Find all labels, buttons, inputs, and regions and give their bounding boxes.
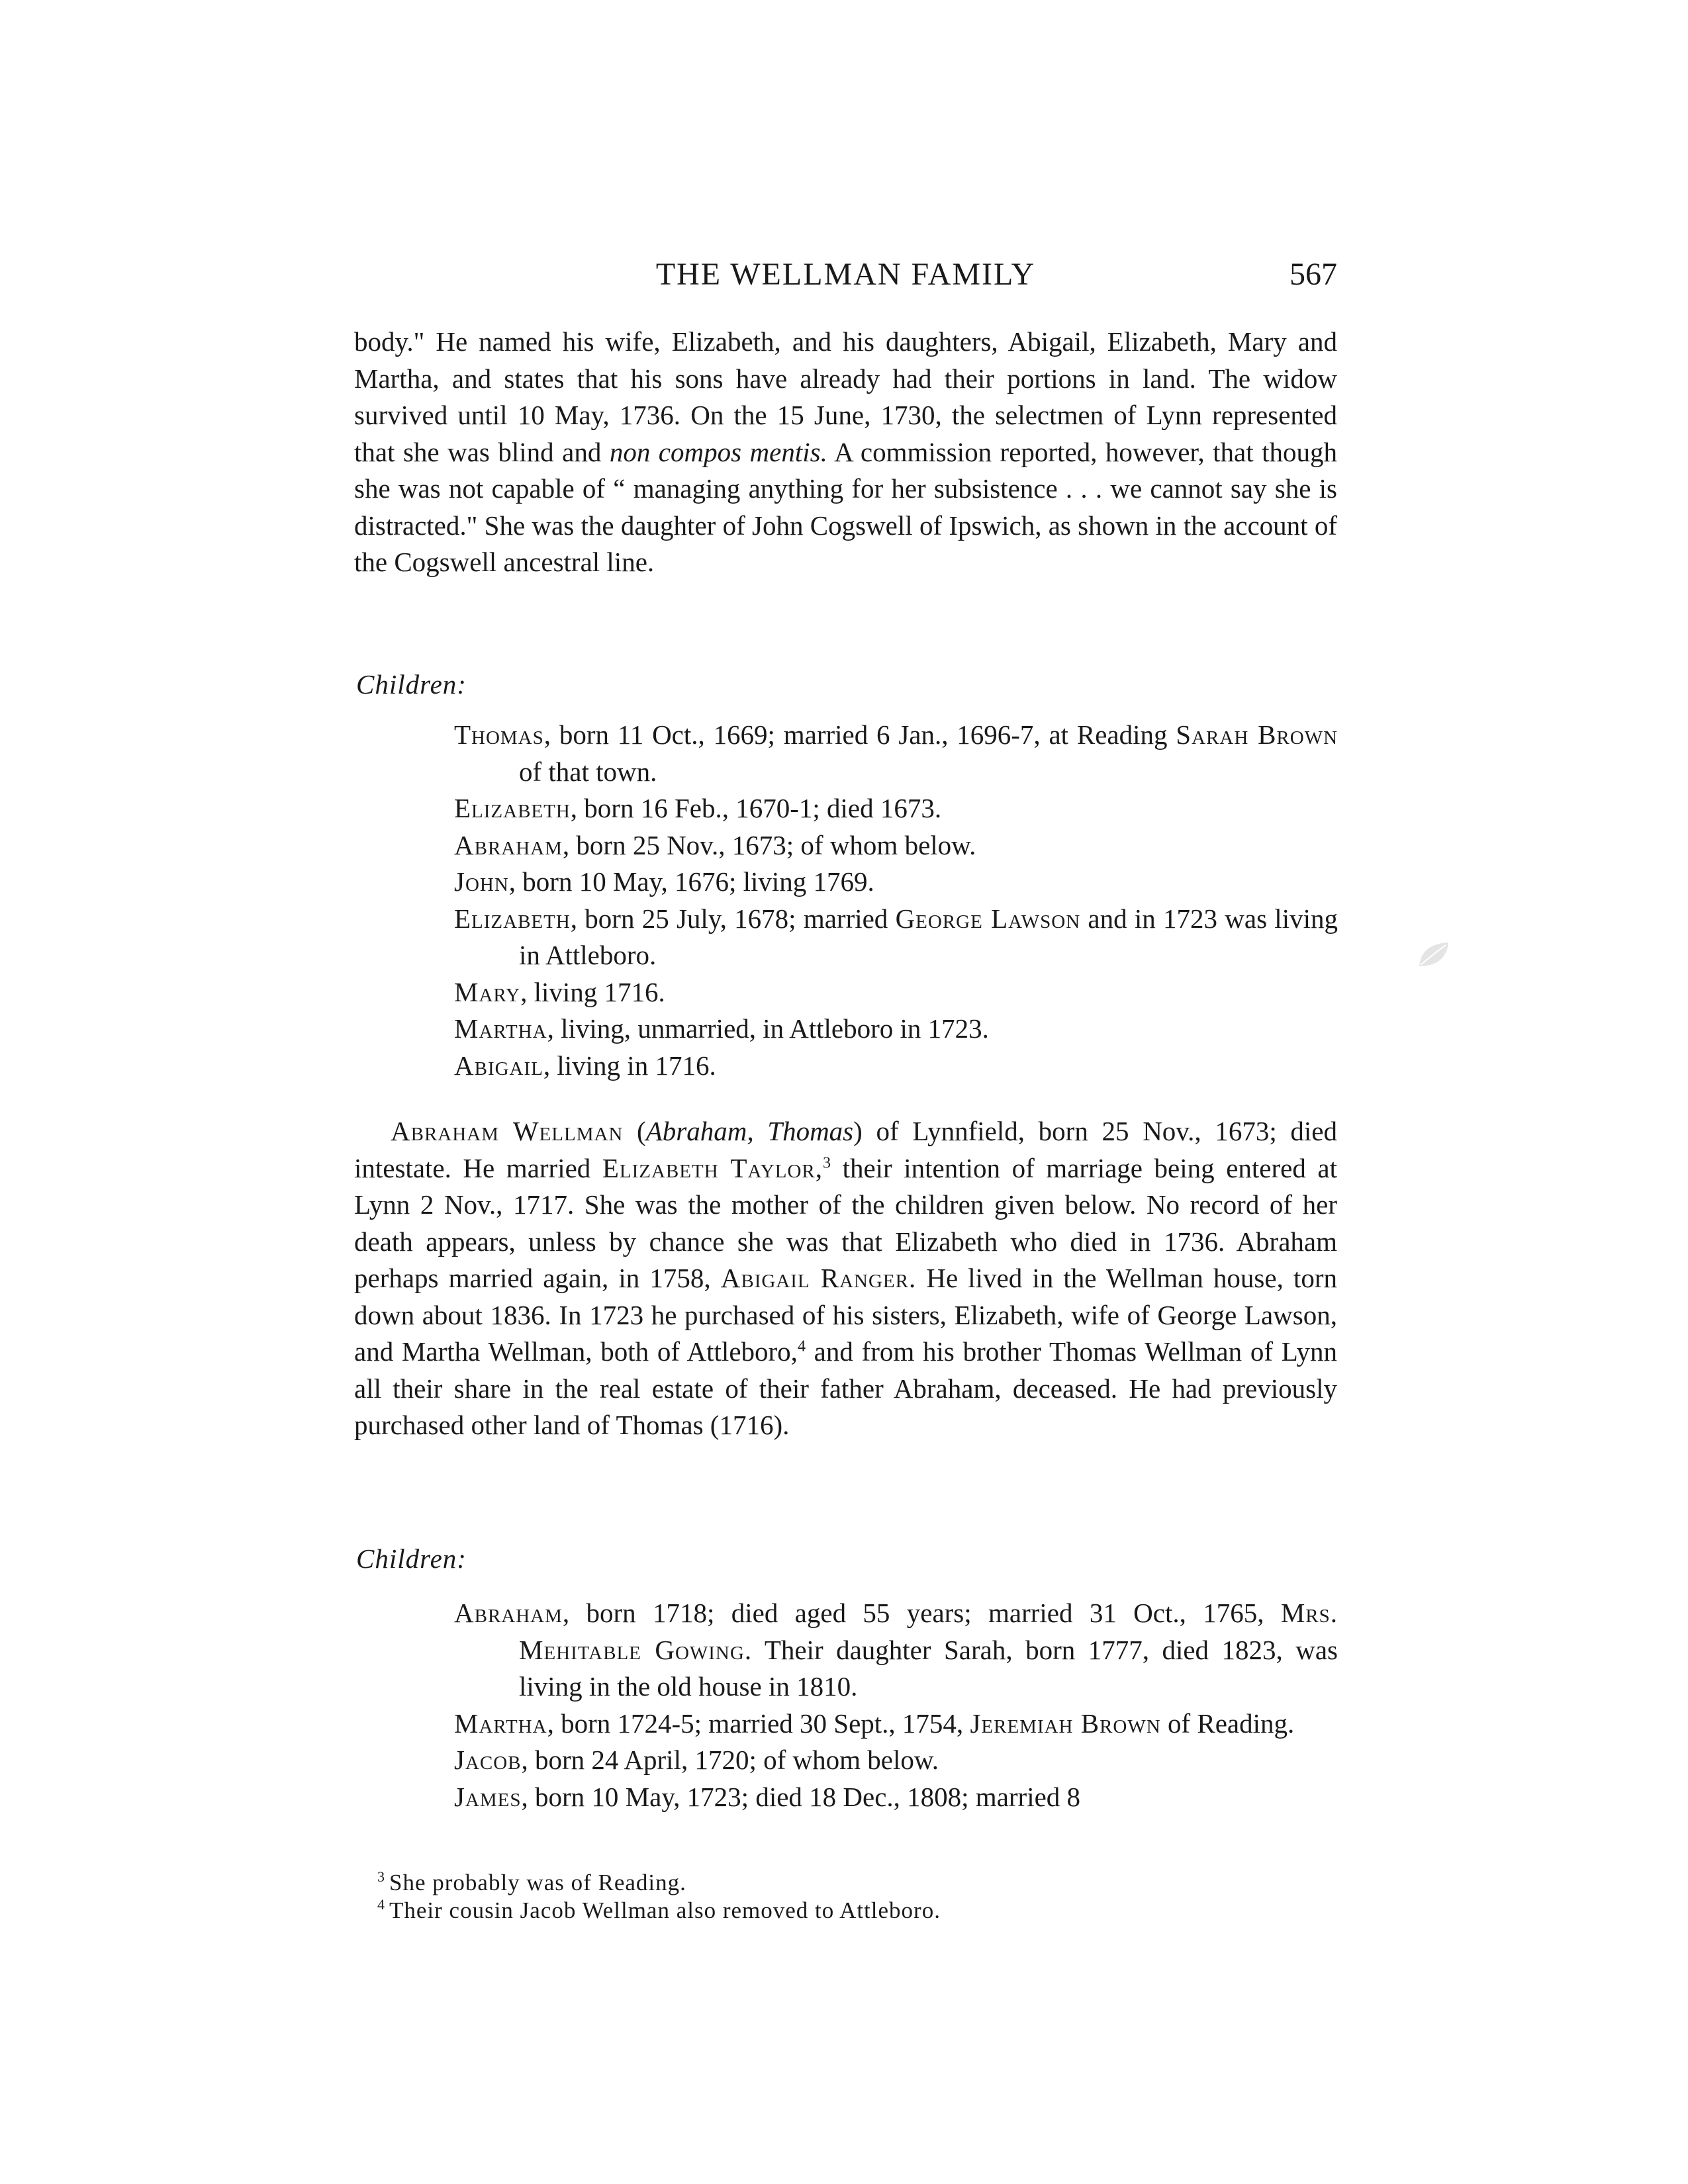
child-name: James [454, 1781, 522, 1812]
list-item [454, 827, 1338, 864]
child-details: , born 16 Feb., 1670-1; died 1673. [570, 793, 942, 823]
child-details: , living in 1716. [543, 1050, 716, 1081]
child-details: , living, unmarried, in Attleboro in 1723. [547, 1013, 989, 1044]
footnote-text: Their cousin Jacob Wellman also removed to Attleboro. [389, 1897, 941, 1923]
child-name: Abraham [454, 1598, 563, 1628]
children-heading: Children: [356, 669, 467, 700]
footnote-number: 4 [377, 1896, 385, 1913]
children-heading: Children: [356, 1543, 467, 1574]
child-details: , born 11 Oct., 1669; married 6 Jan., 1696-7, at Reading [543, 719, 1176, 750]
child-name: Elizabeth [454, 793, 571, 823]
list-item [454, 1742, 1338, 1779]
spouse-name: George Lawson [895, 903, 1081, 934]
text-run: A commission reported, however, that though she was not capable of “ managing anything for her subsistence . . . we cannot say she is distracted." She was the daughter of John Cogswell of Ipswich, as shown in the account of the Cogswell ancestral line. [354, 436, 1337, 577]
text-run: body." He named his wife, Elizabeth, and his daughters, Abigail, Elizabeth, Mary and Martha, and states that his sons have already had their portions in land. The widow survived until 10 May, 1736. On the 15 June, 1730, the selectmen of Lynn represented that she was blind and [354, 326, 1337, 467]
page-number: 567 [1289, 257, 1337, 292]
list-item [454, 1706, 1338, 1743]
child-details: , born 24 April, 1720; of whom below. [521, 1745, 939, 1775]
footnotes [377, 1869, 1337, 1925]
child-details: , born 10 May, 1676; living 1769. [508, 866, 874, 897]
child-details: Their daughter Sarah, born 1777, died 1823, was living in the old house in 1810. [519, 1634, 1338, 1702]
child-name: Martha [454, 1013, 547, 1044]
lineage: Abraham, Thomas [645, 1116, 854, 1146]
paragraph-will-widow [354, 324, 1337, 581]
child-details: , born 10 May, 1723; died 18 Dec., 1808; married 8 [521, 1781, 1081, 1812]
text-run: ( [623, 1116, 646, 1146]
child-details: of Reading. [1160, 1707, 1295, 1739]
child-name: Martha [454, 1707, 547, 1739]
children-list [454, 1595, 1338, 1815]
child-name: Mary [454, 976, 521, 1007]
spouse-name: Sarah Brown [1176, 719, 1338, 750]
list-item [454, 1048, 1338, 1085]
footnote-4 [377, 1897, 1337, 1925]
footnote-ref-3[interactable]: 3 [823, 1154, 831, 1171]
child-details: , living 1716. [520, 976, 665, 1007]
running-title: THE WELLMAN FAMILY [655, 257, 1036, 292]
child-name: Abigail [454, 1050, 543, 1081]
list-item [454, 1011, 1338, 1048]
text-run: and from his brother Thomas Wellman of Lynn all their share in the real estate of their father Abraham, deceased. He had previously purchased other land of Thomas (1716). [354, 1336, 1337, 1440]
paragraph-abraham-wellman [354, 1113, 1337, 1444]
child-details: , born 1724-5; married 30 Sept., 1754, [547, 1707, 970, 1739]
leaf-icon [1417, 940, 1451, 969]
child-details: of that town. [519, 756, 657, 787]
list-item [454, 901, 1338, 974]
running-head [354, 255, 1337, 295]
footnote-text: She probably was of Reading. [389, 1870, 686, 1895]
child-name: Abraham [454, 829, 563, 860]
list-item [454, 790, 1338, 827]
list-item [454, 1779, 1338, 1816]
text-run: He lived in the Wellman house, torn down about 1836. In 1723 he purchased of his sisters, Elizabeth, wife of George Lawson, and Martha Wellman, both of Attleboro, [354, 1263, 1337, 1367]
child-details: , born 1718; died aged 55 years; married 31 Oct., 1765, [562, 1598, 1281, 1628]
child-details: and in 1723 was living in Attleboro. [519, 903, 1338, 970]
latin-phrase: non compos mentis. [609, 436, 827, 467]
footnote-ref-4[interactable]: 4 [797, 1338, 806, 1355]
spouse-name: Elizabeth Taylor, [602, 1152, 823, 1183]
footnote-3 [377, 1869, 1337, 1897]
footnote-number: 3 [377, 1868, 385, 1886]
child-name: Elizabeth [454, 903, 571, 934]
text-run: ) of Lynnfield, born 25 Nov., 1673; died intestate. He married [354, 1116, 1337, 1183]
child-details: , born 25 July, 1678; married [570, 903, 896, 934]
spouse-name: Abigail Ranger. [720, 1263, 917, 1293]
child-name: Thomas [454, 719, 544, 750]
list-item [454, 1595, 1338, 1706]
subject-name: Abraham Wellman [391, 1116, 624, 1146]
child-name: Jacob [454, 1745, 522, 1775]
spouse-name: Jeremiah Brown [970, 1707, 1161, 1739]
list-item [454, 974, 1338, 1011]
list-item [454, 717, 1338, 790]
child-details: , born 25 Nov., 1673; of whom below. [562, 829, 976, 860]
text-run: their intention of marriage being entered at Lynn 2 Nov., 1717. She was the mother of the children given below. No record of her death appears, unless by chance she was that Elizabeth who died in 1736. Abraham perhaps married again, in 1758, [354, 1152, 1338, 1293]
spouse-name: Mrs. Mehitable Gowing. [519, 1598, 1338, 1665]
list-item [454, 864, 1338, 901]
child-name: John [454, 866, 509, 897]
children-list [454, 717, 1338, 1084]
